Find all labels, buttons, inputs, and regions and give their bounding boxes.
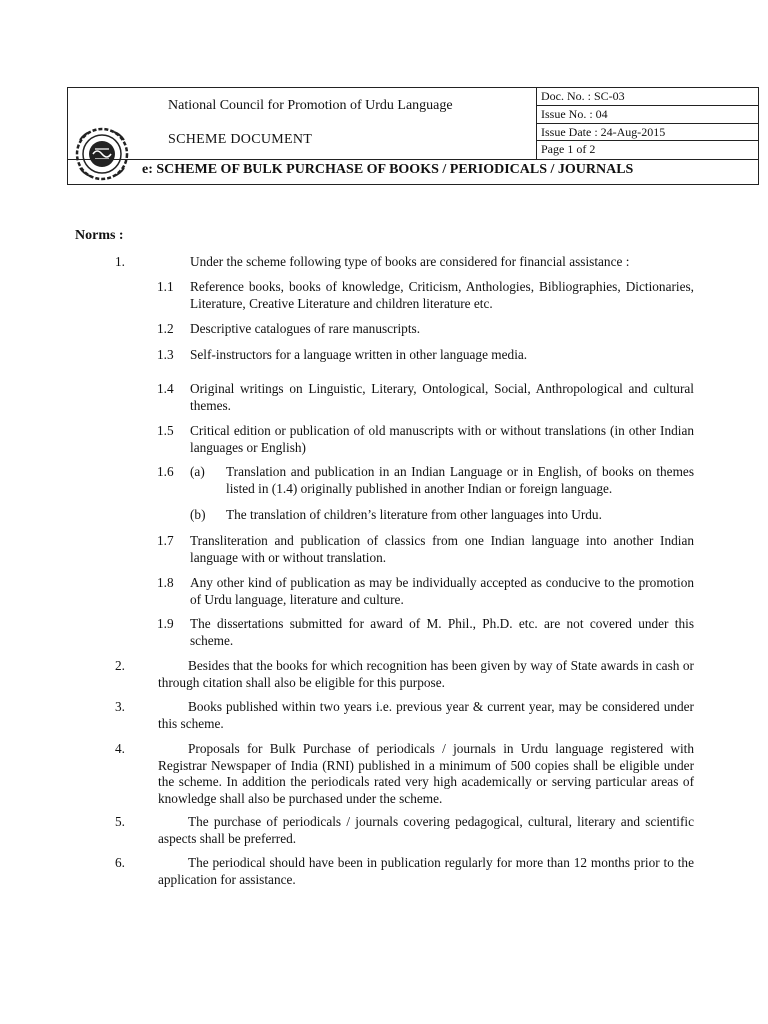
issue-date: Issue Date : 24-Aug-2015	[537, 124, 759, 142]
scheme-title: e: SCHEME OF BULK PURCHASE OF BOOKS / PERIODICALS / JOURNALS	[142, 162, 634, 177]
organization-name: National Council for Promotion of Urdu Language	[168, 98, 453, 113]
document-header	[67, 87, 759, 185]
subitem-text: Self-instructors for a language written in other language media.	[190, 347, 528, 362]
item-number: 2.	[115, 658, 125, 673]
item-text: Under the scheme following type of books are considered for financial assistance :	[190, 254, 630, 269]
page-indicator: Page 1 of 2	[541, 142, 596, 157]
ncpul-emblem-icon	[74, 126, 130, 182]
subitem-text: Reference books, books of knowledge, Criticism, Anthologies, Bibliographies, Dictionaries, Literature, Creative Literature and children literature etc.	[190, 279, 694, 311]
item-number: 4.	[115, 741, 125, 756]
item-text: The purchase of periodicals / journals covering pedagogical, cultural, literary and scientific aspects shall be preferred.	[158, 814, 694, 846]
item-number: 3.	[115, 699, 125, 714]
item-text: Proposals for Bulk Purchase of periodicals / journals in Urdu language registered with Registrar Newspaper of India (RNI) published in a minimum of 500 copies shall be eligible under the scheme. In addition the periodicals rated very high academically or serving particular areas of knowledge shall also be purchased under the scheme.	[158, 741, 694, 806]
subitem-number: 1.7	[157, 533, 174, 548]
item-number: 6.	[115, 855, 125, 870]
subitem-text: Descriptive catalogues of rare manuscripts.	[190, 321, 421, 336]
subitem-text: Critical edition or publication of old manuscripts with or without translations (in other Indian languages or English)	[190, 423, 694, 455]
item-number: 1.	[115, 254, 125, 269]
subitem-text: The dissertations submitted for award of M. Phil., Ph.D. etc. are not covered under this scheme.	[190, 616, 694, 648]
norms-heading: Norms :	[75, 228, 124, 243]
header-divider	[68, 159, 758, 160]
subitem-text-b: The translation of children’s literature from other languages into Urdu.	[226, 507, 602, 522]
subitem-label-b: (b)	[190, 507, 206, 522]
subitem-number: 1.4	[157, 381, 174, 396]
subitem-label-a: (a)	[190, 464, 205, 479]
issue-number: Issue No. : 04	[537, 106, 759, 124]
document-meta-table	[536, 88, 759, 159]
item-number: 5.	[115, 814, 125, 829]
subitem-number: 1.2	[157, 321, 174, 336]
item-text: Books published within two years i.e. previous year & current year, may be considered under this scheme.	[158, 699, 694, 731]
subitem-number: 1.9	[157, 616, 174, 631]
subitem-text: Any other kind of publication as may be individually accepted as conducive to the promotion of Urdu language, literature and culture.	[190, 575, 694, 607]
subitem-number: 1.5	[157, 423, 174, 438]
subitem-text: Transliteration and publication of classics from one Indian language into another Indian language with or without translation.	[190, 533, 694, 565]
document-type: SCHEME DOCUMENT	[168, 132, 313, 147]
subitem-number: 1.6	[157, 464, 174, 479]
subitem-text: Original writings on Linguistic, Literary, Ontological, Social, Anthropological and cultural themes.	[190, 381, 694, 413]
subitem-number: 1.1	[157, 279, 174, 294]
subitem-text-a: Translation and publication in an Indian Language or in English, of books on themes listed in (1.4) originally published in another Indian or foreign language.	[226, 464, 694, 496]
subitem-number: 1.3	[157, 347, 174, 362]
item-text: Besides that the books for which recognition has been given by way of State awards in cash or through citation shall also be eligible for this purpose.	[158, 658, 694, 690]
subitem-number: 1.8	[157, 575, 174, 590]
item-text: The periodical should have been in publication regularly for more than 12 months prior to the application for assistance.	[158, 855, 694, 887]
doc-number: Doc. No. : SC-03	[537, 88, 759, 106]
